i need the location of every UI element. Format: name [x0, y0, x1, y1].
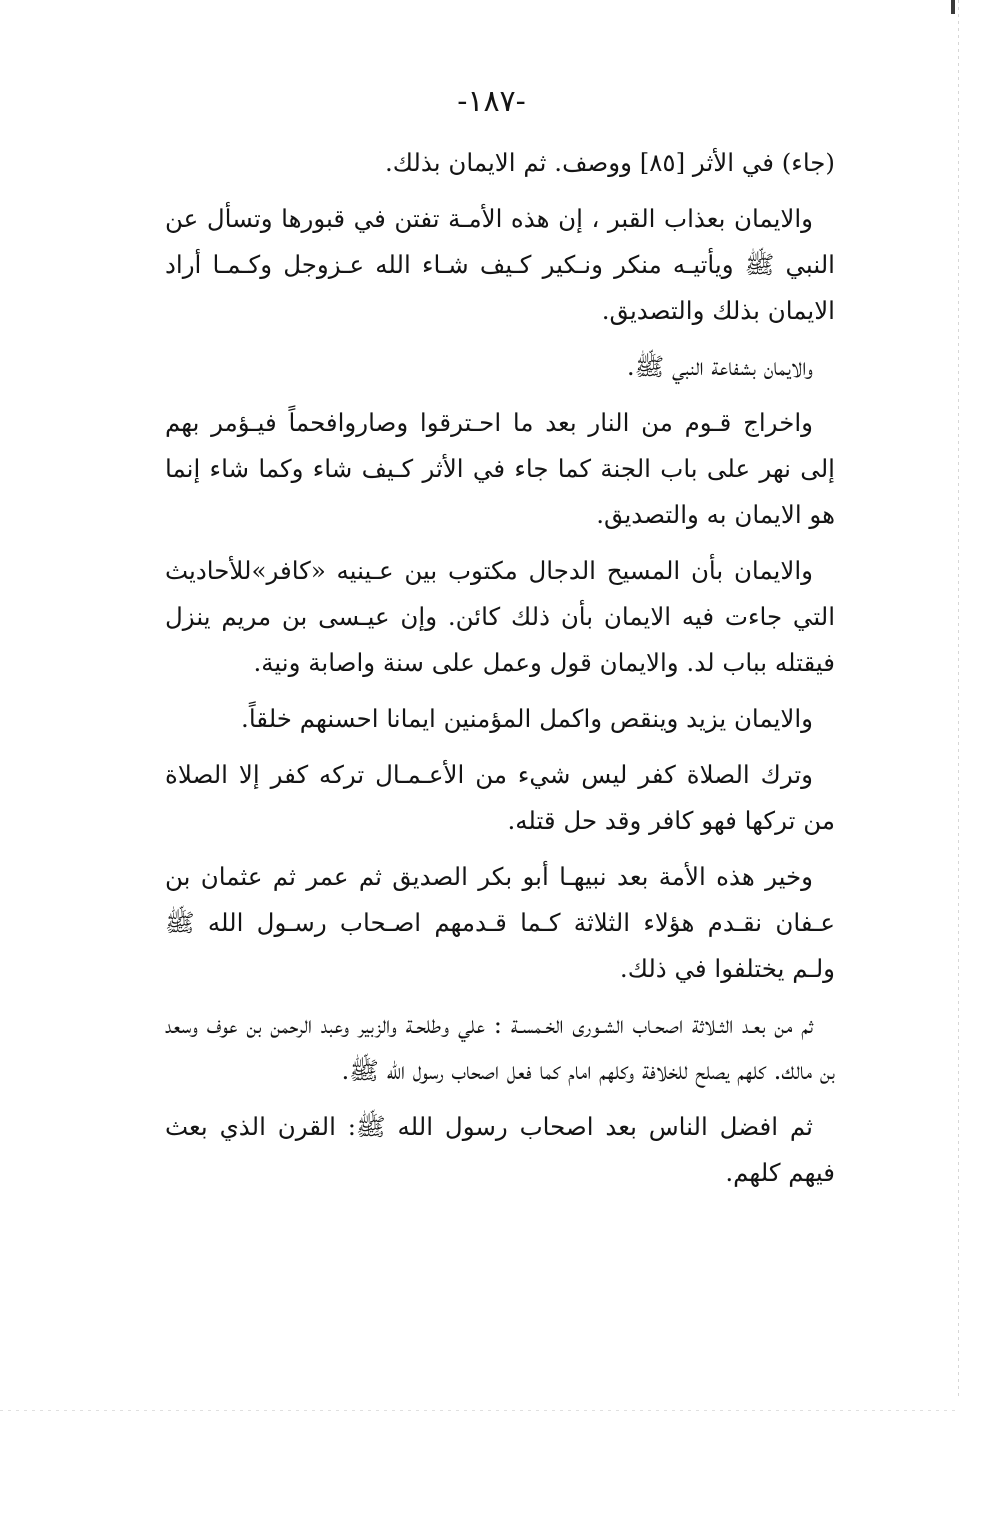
paragraph: وترك الصلاة كفر ليس شيء من الأعـمـال تركه كفر إلا الصلاة من تركها فهو كافر وقد حل قتله.: [165, 760, 835, 835]
paragraph: والايمان يزيد وينقص واكمل المؤمنين ايمانا احسنهم خلقاً.: [241, 704, 813, 733]
paragraph: ثم من بعـد الثـلاثة اصحـاب الشـورى الخـمسـة : علي وطلحـة والزبير وعبد الرحمن بن عوف وسعد بن مالك. كلهم يصلح للخلافة وكلهم امام كما فعل اصحاب رسول الله ﷺ.: [165, 1010, 835, 1085]
paragraph: وخير هذه الأمة بعد نبيهـا أبو بكر الصديق ثم عمر ثم عثمان بن عـفان نقـدم هؤلاء الثلاثة كـما قـدمهم اصـحاب رسـول الله ﷺ ولـم يختلفوا في ذلك.: [165, 862, 835, 983]
paragraph: ثم افضل الناس بعد اصحاب رسول الله ﷺ: القرن الذي بعث فيهم كلهم.: [165, 1112, 835, 1187]
scan-edge-line: [958, 0, 959, 1400]
paragraph: (جاء) في الأثر [٨٥] ووصف. ثم الايمان بذلك.: [385, 148, 835, 177]
page-number: -١٨٧-: [457, 84, 526, 119]
scan-mark: [951, 0, 955, 14]
paragraph: والايمان بعذاب القبر ، إن هذه الأمـة تفتن في قبورها وتسأل عن النبي ﷺ ويأتيـه منكر ونـكير كـيف شـاء الله عـزوجل وكـمـا أراد الايمان بذلك والتصديق.: [165, 204, 835, 325]
paragraph: واخراج قـوم من النار بعد ما احـترقوا وصاروافحماً فيـؤمر بهم إلى نهر على باب الجنة كما جاء في الأثر كـيف شاء وكما شاء إنما هو الايمان به والتصديق.: [165, 408, 835, 529]
paragraph: والايمان بأن المسيح الدجال مكتوب بين عـينيه «كافر»للأحاديث التي جاءت فيه الايمان بأن ذلك كائن. وإن عيـسى بن مريم ينزل فيقتله بباب لد. والايمان قول وعمل على سنة واصابة ونية.: [165, 556, 835, 677]
paragraph: والايمان بشفاعة النبي ﷺ.: [626, 352, 813, 381]
scan-edge-line: [0, 1410, 960, 1411]
body-text: [165, 140, 835, 1206]
